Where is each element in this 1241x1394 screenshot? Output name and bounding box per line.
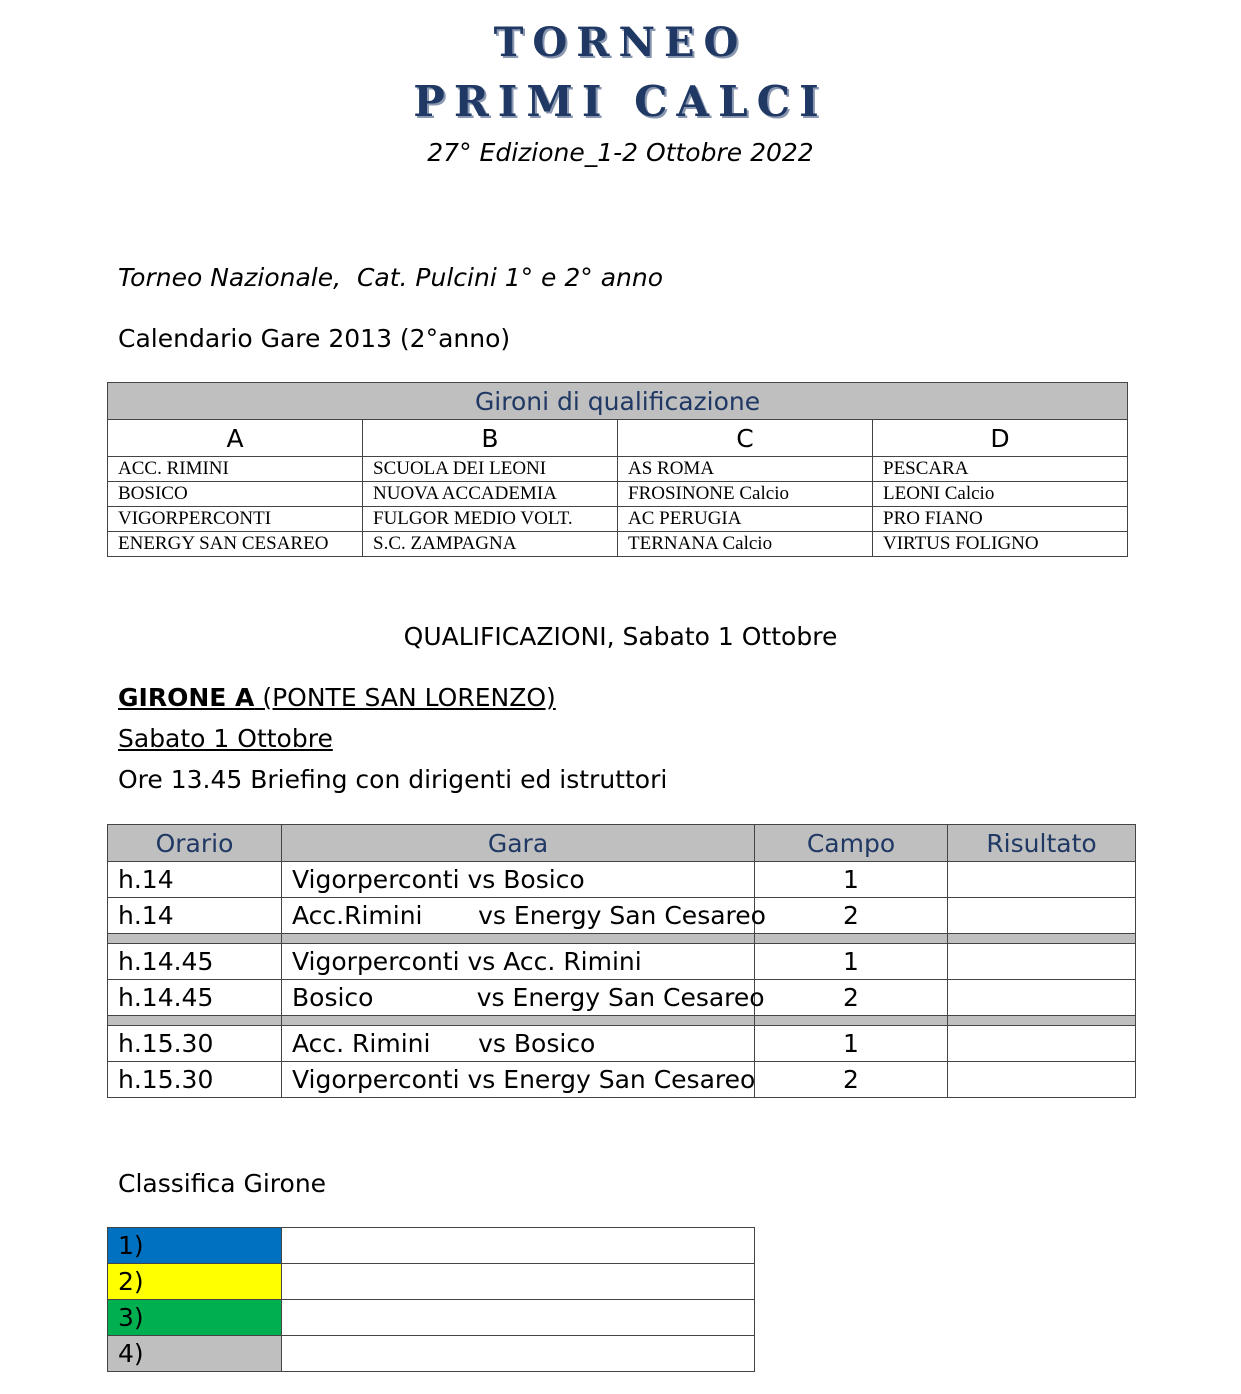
group-location: (PONTE SAN LORENZO) <box>254 683 556 712</box>
girone-letter-d: D <box>873 420 1128 457</box>
qualifications-title: QUALIFICAZIONI, Sabato 1 Ottobre <box>403 622 838 651</box>
ranking-title: Classifica Girone <box>118 1169 327 1198</box>
match-result <box>948 862 1136 898</box>
match-row <box>108 944 1136 980</box>
gironi-row <box>108 457 1128 482</box>
match-field: 1 <box>755 1026 948 1062</box>
match-time: h.14 <box>108 898 282 934</box>
match-field: 1 <box>755 944 948 980</box>
match-result <box>948 1062 1136 1098</box>
tournament-category: Torneo Nazionale, Cat. Pulcini 1° e 2° anno <box>118 263 664 292</box>
briefing-note: Ore 13.45 Briefing con dirigenti ed istruttori <box>118 765 668 794</box>
team-cell: ENERGY SAN CESAREO <box>108 532 363 557</box>
match-time: h.14.45 <box>108 980 282 1016</box>
match-row <box>108 980 1136 1016</box>
gironi-row <box>108 532 1128 557</box>
team-cell: FULGOR MEDIO VOLT. <box>363 507 618 532</box>
match-game: Vigorperconti vs Bosico <box>282 862 755 898</box>
match-game: Vigorperconti vs Energy San Cesareo <box>282 1062 755 1098</box>
match-time: h.15.30 <box>108 1026 282 1062</box>
match-result <box>948 898 1136 934</box>
match-result <box>948 980 1136 1016</box>
gironi-row <box>108 507 1128 532</box>
ranking-table <box>107 1227 755 1372</box>
match-field: 2 <box>755 1062 948 1098</box>
team-cell: TERNANA Calcio <box>618 532 873 557</box>
header-risultato: Risultato <box>948 825 1136 862</box>
ranking-team <box>282 1300 755 1336</box>
match-field: 2 <box>755 980 948 1016</box>
team-cell: VIRTUS FOLIGNO <box>873 532 1128 557</box>
team-cell: PRO FIANO <box>873 507 1128 532</box>
team-cell: S.C. ZAMPAGNA <box>363 532 618 557</box>
match-time: h.15.30 <box>108 1062 282 1098</box>
match-row <box>108 898 1136 934</box>
ranking-row <box>108 1264 755 1300</box>
team-cell: LEONI Calcio <box>873 482 1128 507</box>
team-cell: SCUOLA DEI LEONI <box>363 457 618 482</box>
match-field: 1 <box>755 862 948 898</box>
ranking-team <box>282 1228 755 1264</box>
match-row <box>108 1062 1136 1098</box>
team-cell: AS ROMA <box>618 457 873 482</box>
gironi-row <box>108 482 1128 507</box>
title-line-1: TORNEO <box>493 19 748 66</box>
team-cell: ACC. RIMINI <box>108 457 363 482</box>
ranking-position: 1) <box>108 1228 282 1264</box>
edition-subtitle: 27° Edizione_1-2 Ottobre 2022 <box>427 138 814 167</box>
match-game: Acc. Rimini vs Bosico <box>282 1026 755 1062</box>
match-row <box>108 1026 1136 1062</box>
ranking-team <box>282 1264 755 1300</box>
girone-letter-c: C <box>618 420 873 457</box>
match-row <box>108 862 1136 898</box>
separator-row <box>108 1016 1136 1026</box>
ranking-position: 4) <box>108 1336 282 1372</box>
group-heading <box>118 681 556 715</box>
header-campo: Campo <box>755 825 948 862</box>
team-cell: NUOVA ACCADEMIA <box>363 482 618 507</box>
ranking-row <box>108 1336 755 1372</box>
match-time: h.14 <box>108 862 282 898</box>
calendar-label: Calendario Gare 2013 (2°anno) <box>118 324 511 353</box>
girone-letter-b: B <box>363 420 618 457</box>
match-day: Sabato 1 Ottobre <box>118 724 333 753</box>
match-game: Bosico vs Energy San Cesareo <box>282 980 755 1016</box>
match-time: h.14.45 <box>108 944 282 980</box>
gironi-table <box>107 382 1128 557</box>
team-cell: BOSICO <box>108 482 363 507</box>
match-result <box>948 944 1136 980</box>
ranking-position: 3) <box>108 1300 282 1336</box>
match-field: 2 <box>755 898 948 934</box>
group-label: GIRONE A <box>118 683 255 712</box>
separator-row <box>108 934 1136 944</box>
ranking-row <box>108 1300 755 1336</box>
header-gara: Gara <box>282 825 755 862</box>
match-game: Acc.Rimini vs Energy San Cesareo <box>282 898 755 934</box>
ranking-position: 2) <box>108 1264 282 1300</box>
match-result <box>948 1026 1136 1062</box>
title-line-2: PRIMI CALCI <box>413 77 828 126</box>
team-cell: AC PERUGIA <box>618 507 873 532</box>
gironi-caption: Gironi di qualificazione <box>108 383 1128 420</box>
team-cell: FROSINONE Calcio <box>618 482 873 507</box>
ranking-team <box>282 1336 755 1372</box>
girone-letter-a: A <box>108 420 363 457</box>
ranking-row <box>108 1228 755 1264</box>
team-cell: PESCARA <box>873 457 1128 482</box>
matches-table <box>107 824 1136 1098</box>
header-orario: Orario <box>108 825 282 862</box>
match-game: Vigorperconti vs Acc. Rimini <box>282 944 755 980</box>
team-cell: VIGORPERCONTI <box>108 507 363 532</box>
